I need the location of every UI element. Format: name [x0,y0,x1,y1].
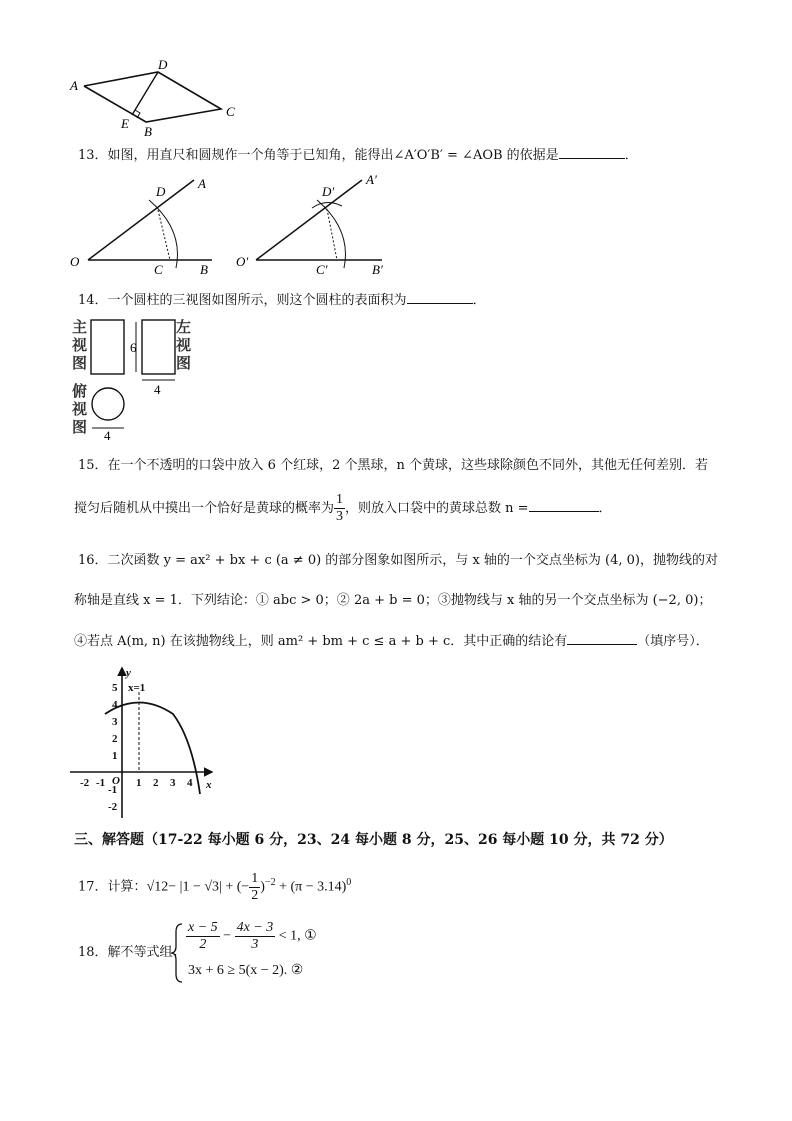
q17-fraction [249,871,260,904]
q15-line2-a: 搅匀后随机从中摸出一个恰好是黄球的概率为 [74,501,335,516]
inequality-2: 3x + 6 ≥ 5(x − 2). ② [188,963,304,978]
question-15-line-2 [74,492,612,525]
parabola-graph [68,664,218,820]
y-tick-neg1: -1 [108,784,118,796]
q16-line1: 二次函数 y = ax² + bx + c (a ≠ 0) 的部分图象如图所示，与 x 轴的一个交点坐标为 (4, 0)，抛物线的对 [107,553,718,568]
x-tick-1: 1 [136,777,142,789]
top-view-circle [92,388,124,420]
ineq1-b-den: 3 [251,937,259,952]
angle-figure-original [66,172,226,274]
q17-number: 17． [78,879,108,895]
label-b: B [144,124,152,139]
top-label-1: 俯 [72,384,88,400]
label-o-prime: O′ [236,254,249,269]
y-tick-3: 3 [112,716,118,728]
q17-frac-num: 1 [251,871,259,886]
front-label-1: 主 [72,320,88,336]
inequality-1 [186,920,317,953]
side-view-rect [142,320,175,374]
segment-de [132,72,158,115]
q16-line3-b: （填序号）． [637,634,709,649]
label-c-prime: C′ [316,262,328,274]
y-tick-1: 1 [112,750,118,762]
side-width-label: 4 [154,382,161,397]
y-tick-2: 2 [112,733,118,745]
x-tick-neg1: -1 [96,777,106,789]
ineq1-frac-b [235,920,276,953]
x-tick-neg2: -2 [80,777,90,789]
ineq1-minus: − [223,928,232,944]
quad-outline [84,72,221,122]
q17-term-pi: + (π − 3.14) [275,879,347,895]
top-label-3: 图 [72,420,88,436]
question-16-line-2 [74,592,711,610]
x-tick-3: 3 [170,777,176,789]
question-16-line-1 [78,552,718,570]
front-view-rect [91,320,124,374]
origin-label: O [112,775,120,787]
q17-exponent-0: 0 [346,877,352,889]
question-13 [78,146,638,165]
side-label-2: 视 [176,338,192,354]
q16-answer-blank[interactable] [567,632,637,645]
q18-number: 18． [78,945,108,960]
question-17 [78,871,351,904]
label-b: B [200,262,208,274]
label-e: E [121,116,129,131]
label-c: C [154,262,163,274]
q14-number: 14． [78,293,108,308]
q18-label: 解不等式组： [107,945,186,960]
label-a: A [198,176,206,191]
q17-label: 计算： [107,879,147,895]
section-3-heading: 三、解答题（17-22 每小题 6 分，23、24 每小题 8 分，25、26 每小题 10 分，共 72 分） [74,832,673,848]
label-o: O [70,254,80,269]
ray-oa [88,180,194,260]
ineq1-rest: < 1, ① [278,928,317,944]
q17-term-sqrt12: √12 [146,879,169,895]
top-width-label: 4 [104,428,111,442]
q17-exponent: −2 [264,877,276,889]
q14-end: ． [472,293,486,308]
ineq1-b-num: 4x − 3 [236,920,274,935]
fraction-numerator: 1 [336,492,344,507]
angle-figure-copy [234,168,404,274]
label-c: C [226,104,235,119]
q15-answer-blank[interactable] [529,499,599,512]
height-label: 6 [130,340,137,355]
y-axis-label: y [126,667,131,679]
x-axis-label: x [206,779,212,791]
q15-number: 15． [78,458,108,473]
quadrilateral-figure [66,58,246,142]
y-tick-5: 5 [112,682,118,694]
symmetry-label: x=1 [128,682,146,694]
label-d-prime: D′ [322,184,335,199]
x-tick-2: 2 [153,777,159,789]
q15-end: ． [598,501,612,516]
q17-term-abs: − |1 − √3| + [168,879,237,895]
x-tick-4: 4 [187,777,193,789]
front-label-3: 图 [72,356,88,372]
question-16-line-3 [74,632,709,651]
q16-line2: 称轴是直线 x = 1．下列结论：① abc > 0；② 2a + b = 0；③抛物线与 x 轴的另一个交点坐标为 (−2, 0)； [74,593,712,608]
dashed-dc [158,210,170,260]
q17-paren-close: ) [260,879,265,895]
probability-fraction [334,492,345,525]
ineq1-a-num: x − 5 [188,920,218,935]
label-a-prime: A′ [366,172,377,187]
q16-number: 16． [78,553,108,568]
q15-line2-b: ，则放入口袋中的黄球总数 n = [345,501,529,516]
label-d: D [156,184,166,199]
ineq1-a-den: 2 [199,937,207,952]
label-b-prime: B′ [372,262,383,274]
system-brace [170,922,184,984]
y-tick-4: 4 [112,699,118,711]
label-a: A [70,78,78,93]
question-14 [78,291,486,310]
q16-line3-a: ④若点 A(m, n) 在该抛物线上，则 am² + bm + c ≤ a + b + c．其中正确的结论有 [74,634,568,649]
fraction-denominator: 3 [336,509,344,524]
q17-paren-open: (− [236,879,250,895]
y-tick-neg2: -2 [108,801,118,813]
q15-line1: 在一个不透明的口袋中放入 6 个红球，2 个黑球，n 个黄球，这些球除颜色不同外，其他无任何差别．若 [107,458,708,473]
q14-text: 一个圆柱的三视图如图所示，则这个圆柱的表面积为 [107,293,407,308]
q13-text: 如图，用直尺和圆规作一个角等于已知角，能得出∠A′O′B′ = ∠AOB 的依据是 [107,148,559,163]
side-label-3: 图 [176,356,192,372]
top-label-2: 视 [72,402,88,418]
side-label-1: 左 [176,320,192,336]
q13-answer-blank[interactable] [559,146,625,159]
front-label-2: 视 [72,338,88,354]
label-d: D [158,58,168,72]
dashed-dc [327,209,337,260]
q13-end: ． [624,148,638,163]
ray-oa-prime [256,180,362,260]
question-15-line-1 [78,457,708,475]
three-view-figure [66,316,200,442]
q14-answer-blank[interactable] [407,291,473,304]
q17-frac-den: 2 [251,888,259,903]
ineq1-frac-a [186,920,220,953]
q13-number: 13． [78,148,108,163]
